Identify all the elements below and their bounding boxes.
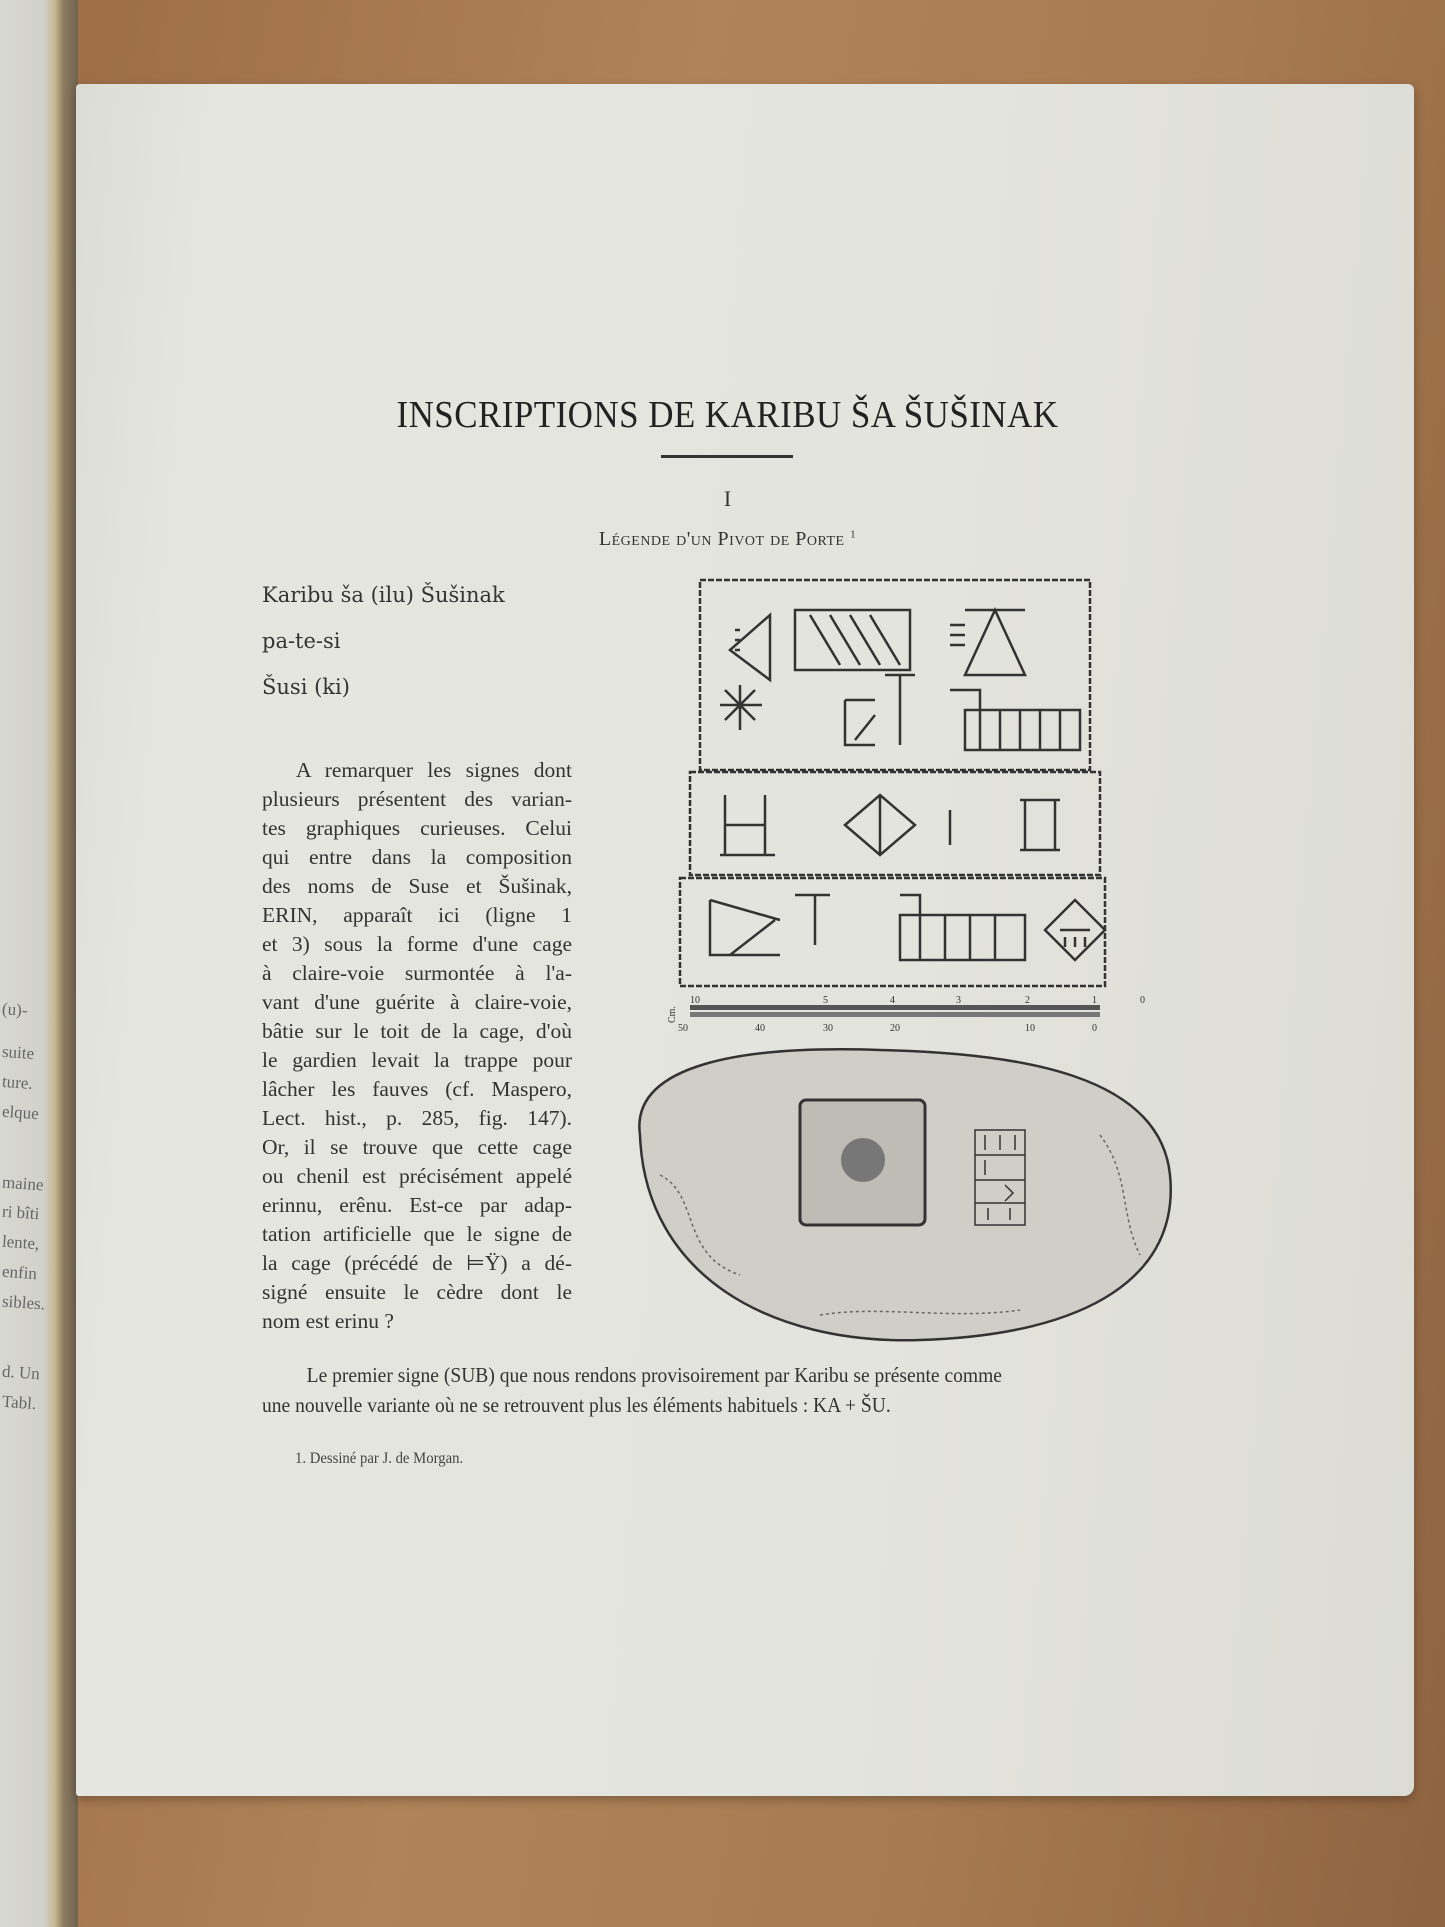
- section-subtitle: [0, 528, 1445, 551]
- ruler-top-tick: 5: [823, 995, 828, 1006]
- commentary-line: plusieurs présentent des varian-: [262, 787, 572, 811]
- footnote-mark: 1: [850, 528, 857, 541]
- left-page-edge: [0, 0, 78, 1927]
- ruler-bottom-tick: 0: [1092, 1023, 1097, 1034]
- ruler-top-tick: 2: [1025, 995, 1030, 1006]
- left-page-fragment: Tabl.: [1, 1391, 37, 1414]
- transliteration-line: pa-te-si: [262, 629, 341, 653]
- scale-ruler: [667, 995, 1145, 1034]
- commentary-line: le gardien levait la trappe pour: [262, 1048, 572, 1072]
- footnote: 1. Dessiné par J. de Morgan.: [295, 1450, 464, 1467]
- commentary-line: signé ensuite le cèdre dont le: [262, 1280, 572, 1304]
- commentary-line: tes graphiques curieuses. Celui: [262, 816, 572, 840]
- left-page-fragment: sibles.: [1, 1291, 46, 1314]
- section-numeral: I: [723, 486, 732, 511]
- left-page-fragment: maine: [1, 1172, 45, 1195]
- commentary-paragraph: [262, 756, 572, 1336]
- ruler-bottom-tick: 50: [678, 1023, 688, 1034]
- commentary-line: vant d'une guérite à claire-voie,: [262, 990, 572, 1014]
- left-page-fragment: lente,: [1, 1231, 40, 1254]
- commentary-line: des noms de Suse et Šušinak,: [262, 874, 572, 898]
- left-page-fragment: enfin: [1, 1261, 38, 1284]
- commentary-line: Or, il se trouve que cette cage: [262, 1135, 572, 1159]
- ruler-top-tick: 10: [690, 995, 700, 1006]
- transliteration-line: Šusi (ki): [262, 675, 350, 699]
- commentary-line: qui entre dans la composition: [262, 845, 572, 869]
- title-rule: [661, 455, 793, 458]
- commentary-line: la cage (précédé de ⊨Ϋ) a dé-: [262, 1251, 572, 1275]
- commentary-line: ou chenil est précisément appelé: [262, 1164, 572, 1188]
- left-page-fragment: ri bîti: [1, 1201, 40, 1224]
- ruler-bottom-tick: 20: [890, 1023, 900, 1034]
- door-pivot-figure: [620, 575, 1180, 1355]
- left-page-fragment: d. Un: [1, 1361, 41, 1384]
- ruler-top-tick: 0: [1140, 995, 1145, 1006]
- left-page-fragment: (u)-: [1, 999, 29, 1020]
- left-page-fragment: suite: [1, 1041, 35, 1064]
- page-title: INSCRIPTIONS DE KARIBU ŠA ŠUŠINAK: [396, 394, 1059, 436]
- left-page-fragment: ture.: [1, 1071, 34, 1094]
- ruler-bottom-tick: 10: [1025, 1023, 1035, 1034]
- commentary-line: lâcher les fauves (cf. Maspero,: [262, 1077, 572, 1101]
- commentary-line: à claire-voie surmontée à l'a-: [262, 961, 572, 985]
- commentary-line: nom est erinu ?: [262, 1309, 394, 1333]
- bottom-paragraph: [262, 1360, 1118, 1420]
- ruler-bottom-tick: 40: [755, 1023, 765, 1034]
- ruler-bottom-tick: 30: [823, 1023, 833, 1034]
- commentary-line: A remarquer les signes dont: [296, 758, 572, 782]
- commentary-line: bâtie sur le toit de la cage, d'où: [262, 1019, 572, 1043]
- bottom-paragraph-line: une nouvelle variante où ne se retrouvent plus les éléments habituels : KA + ŠU.: [262, 1393, 891, 1417]
- transliteration-line: Karibu ša (ilu) Šušinak: [262, 583, 505, 607]
- bottom-paragraph-line: Le premier signe (SUB) que nous rendons provisoirement par Karibu se présente comme: [306, 1363, 1002, 1387]
- subtitle-text: Légende d'un Pivot de Porte: [598, 528, 845, 550]
- left-page-fragment: elque: [1, 1101, 40, 1124]
- stone-pivot-drawing: [639, 1049, 1170, 1340]
- ruler-top-tick: 4: [890, 995, 895, 1006]
- commentary-line: et 3) sous la forme d'une cage: [262, 932, 572, 956]
- commentary-line: erinnu, erênu. Est-ce par adap-: [262, 1193, 572, 1217]
- commentary-line: tation artificielle que le signe de: [262, 1222, 572, 1246]
- ruler-top-tick: 3: [956, 995, 961, 1006]
- commentary-line: Lect. hist., p. 285, fig. 147).: [262, 1106, 572, 1130]
- commentary-line: ERIN, apparaît ici (ligne 1: [262, 903, 572, 927]
- ruler-unit-label: Cm.: [667, 1006, 678, 1023]
- ruler-top-tick: 1: [1092, 995, 1097, 1006]
- inscription-tablet-drawing: [680, 580, 1105, 986]
